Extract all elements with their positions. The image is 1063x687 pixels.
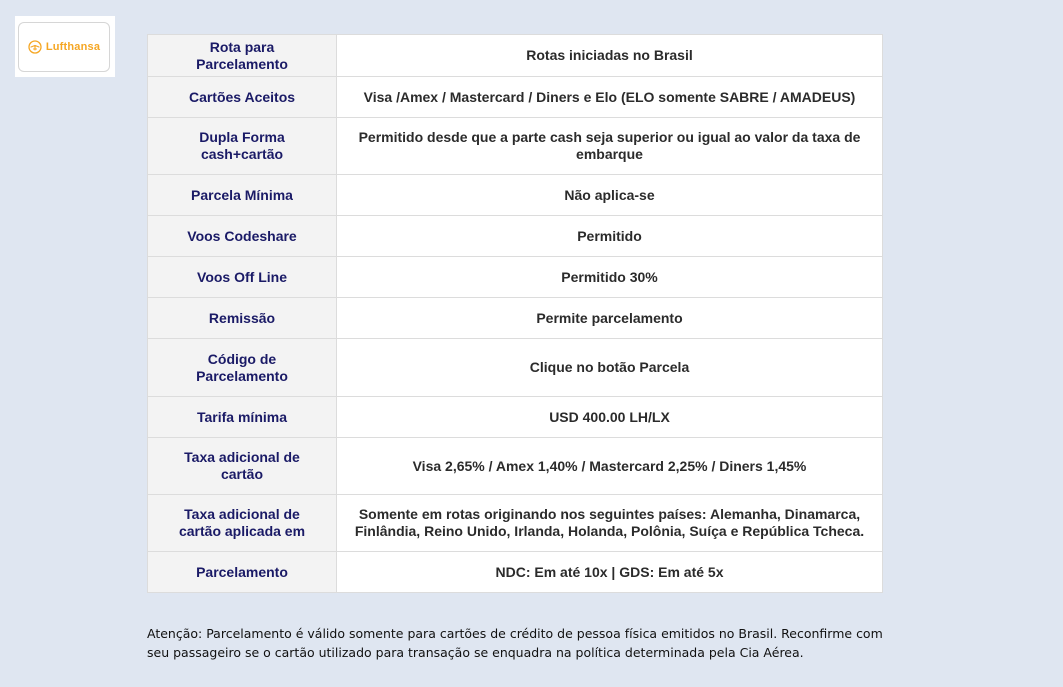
- row-value: NDC: Em até 10x | GDS: Em até 5x: [337, 552, 883, 593]
- table-row: [148, 175, 883, 216]
- table-row: [148, 35, 883, 77]
- row-label: Cartões Aceitos: [148, 77, 337, 118]
- row-label: Voos Codeshare: [148, 216, 337, 257]
- row-value: Rotas iniciadas no Brasil: [337, 35, 883, 77]
- row-label: Taxa adicional de cartão aplicada em: [148, 495, 337, 552]
- row-value: Permite parcelamento: [337, 298, 883, 339]
- lufthansa-crane-icon: [28, 40, 42, 54]
- row-label: Parcelamento: [148, 552, 337, 593]
- row-value: Somente em rotas originando nos seguintes países: Alemanha, Dinamarca, Finlândia, Reino Unido, Irlanda, Holanda, Polônia, Suíça e República Tcheca.: [337, 495, 883, 552]
- table-row: [148, 77, 883, 118]
- installment-rules-table: [147, 34, 883, 593]
- table-row: [148, 118, 883, 175]
- row-label: Tarifa mínima: [148, 397, 337, 438]
- attention-note: Atenção: Parcelamento é válido somente para cartões de crédito de pessoa física emitidos no Brasil. Reconfirme com seu passageiro se o cartão utilizado para transação se enquadra na política determinada pela Cia Aérea.: [147, 626, 883, 660]
- table-row: [148, 339, 883, 397]
- row-value: Visa 2,65% / Amex 1,40% / Mastercard 2,25% / Diners 1,45%: [337, 438, 883, 495]
- row-value: USD 400.00 LH/LX: [337, 397, 883, 438]
- table-row: [148, 216, 883, 257]
- row-label: Parcela Mínima: [148, 175, 337, 216]
- row-value: Permitido 30%: [337, 257, 883, 298]
- row-value: Visa /Amex / Mastercard / Diners e Elo (ELO somente SABRE / AMADEUS): [337, 77, 883, 118]
- row-label: Remissão: [148, 298, 337, 339]
- logo-text: Lufthansa: [45, 41, 101, 53]
- row-label: Voos Off Line: [148, 257, 337, 298]
- table-row: [148, 552, 883, 593]
- table-row: [148, 495, 883, 552]
- row-value: Permitido: [337, 216, 883, 257]
- row-value: Não aplica-se: [337, 175, 883, 216]
- airline-logo: [15, 16, 115, 77]
- logo-badge: [18, 22, 110, 72]
- table-row: [148, 257, 883, 298]
- table-row: [148, 298, 883, 339]
- row-label: Dupla Forma cash+cartão: [148, 118, 337, 175]
- row-label: Rota para Parcelamento: [148, 35, 337, 77]
- row-value: Clique no botão Parcela: [337, 339, 883, 397]
- row-value: Permitido desde que a parte cash seja superior ou igual ao valor da taxa de embarque: [337, 118, 883, 175]
- table-row: [148, 438, 883, 495]
- table-row: [148, 397, 883, 438]
- row-label: Código de Parcelamento: [148, 339, 337, 397]
- row-label: Taxa adicional de cartão: [148, 438, 337, 495]
